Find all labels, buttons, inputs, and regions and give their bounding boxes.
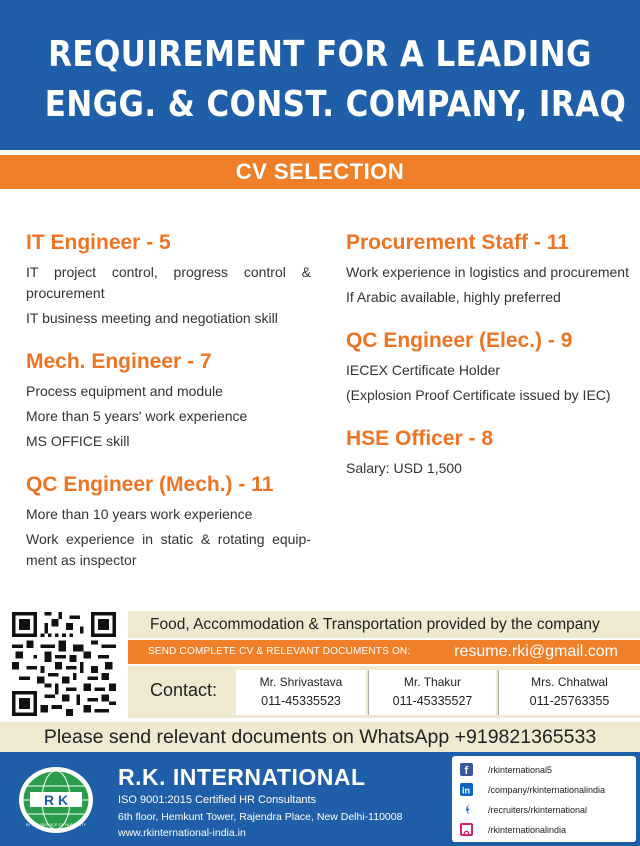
instagram-handle: /rkinternationalindia: [488, 825, 567, 835]
job-hse-officer: [346, 424, 631, 479]
iso-certification: ISO 9001:2015 Certified HR Consultants: [118, 794, 317, 806]
contact-card: [498, 670, 640, 715]
facebook-icon: [460, 763, 473, 776]
job-title: IT Engineer - 5: [26, 231, 171, 254]
contact-box: [128, 666, 640, 718]
contact-label: Contact:: [150, 680, 218, 700]
job-title: Mech. Engineer - 7: [26, 350, 212, 373]
job-it-engineer: [26, 228, 311, 329]
contact-card: [368, 670, 496, 715]
job-requirement: If Arabic available, highly preferred: [346, 289, 561, 305]
send-cv-label: SEND COMPLETE CV & RELEVANT DOCUMENTS ON:: [148, 646, 411, 657]
job-requirement: Salary: USD 1,500: [346, 460, 462, 476]
job-requirement: More than 10 years work experience: [26, 506, 253, 522]
logo-slogan: IN THE SERVICE OF HUMANITY: [25, 822, 87, 827]
header-banner: [0, 0, 640, 150]
job-requirement: (Explosion Proof Certificate issued by IEC): [346, 387, 611, 403]
job-requirement: Work experience in logistics and procurement: [346, 264, 629, 280]
linkedin-icon: [460, 783, 473, 796]
job-qc-engineer-elec: [346, 326, 631, 406]
facebook-handle: /rkinternational5: [488, 765, 553, 775]
logo-letters: R K: [43, 792, 69, 808]
qr-code-icon[interactable]: [12, 612, 116, 716]
jobs-right-column: [346, 228, 631, 497]
job-requirement: Work experience in static & rotating equip-ment as inspector: [26, 531, 311, 568]
social-facebook[interactable]: [460, 760, 632, 780]
naukri-icon: [460, 803, 473, 816]
job-title: QC Engineer (Elec.) - 9: [346, 329, 573, 352]
headline-line-1: REQUIREMENT FOR A LEADING: [48, 34, 592, 75]
job-mech-engineer: [26, 347, 311, 452]
contact-phone[interactable]: 011-45335523: [261, 694, 341, 708]
social-links-box: [452, 756, 636, 842]
svg-text:in: in: [462, 785, 470, 796]
job-requirement: IT project control, progress control & procurement: [26, 264, 311, 301]
footer: [0, 752, 640, 846]
job-title: HSE Officer - 8: [346, 427, 494, 450]
contact-phone[interactable]: 011-45335527: [392, 694, 473, 708]
globe-logo-icon: [16, 764, 96, 836]
contact-card: [236, 670, 366, 715]
job-title: Procurement Staff - 11: [346, 231, 569, 254]
company-logo: [16, 764, 96, 836]
company-address: 6th floor, Hemkunt Tower, Rajendra Place, New Delhi-110008: [118, 811, 403, 823]
svg-text:f: f: [464, 765, 469, 776]
cv-selection-bar: CV SELECTION: [0, 155, 640, 189]
job-requirement: Process equipment and module: [26, 383, 223, 399]
jobs-left-column: [26, 228, 311, 589]
job-requirement: MS OFFICE skill: [26, 433, 130, 449]
linkedin-handle: /company/rkinternationalindia: [488, 785, 606, 795]
company-website[interactable]: www.rkinternational-india.in: [118, 827, 246, 839]
social-instagram[interactable]: [460, 820, 632, 840]
job-requirement: IECEX Certificate Holder: [346, 362, 501, 378]
headline-line-2: ENGG. & CONST. COMPANY, IRAQ: [44, 84, 627, 125]
job-procurement-staff: [346, 228, 631, 308]
benefits-bar: Food, Accommodation & Transportation provided by the company: [128, 611, 640, 638]
job-requirement: IT business meeting and negotiation skill: [26, 310, 278, 326]
naukri-handle: /recruiters/rkinternational: [488, 805, 588, 815]
job-qc-engineer-mech: [26, 470, 311, 571]
instagram-icon: [460, 823, 473, 836]
contact-name: Mrs. Chhatwal: [531, 675, 608, 689]
job-title: QC Engineer (Mech.) - 11: [26, 473, 274, 496]
email-link[interactable]: resume.rki@gmail.com: [454, 643, 618, 660]
qr-code-graphic: [12, 612, 116, 716]
social-naukri[interactable]: [460, 800, 632, 820]
company-name: R.K. INTERNATIONAL: [118, 764, 366, 790]
contact-phone[interactable]: 011-25763355: [529, 694, 610, 708]
contact-name: Mr. Thakur: [403, 675, 462, 689]
contact-name: Mr. Shrivastava: [259, 675, 343, 689]
social-linkedin[interactable]: [460, 780, 632, 800]
whatsapp-bar[interactable]: Please send relevant documents on WhatsApp +919821365533: [0, 722, 640, 752]
send-cv-bar: [128, 640, 640, 664]
job-requirement: More than 5 years' work experience: [26, 408, 248, 424]
